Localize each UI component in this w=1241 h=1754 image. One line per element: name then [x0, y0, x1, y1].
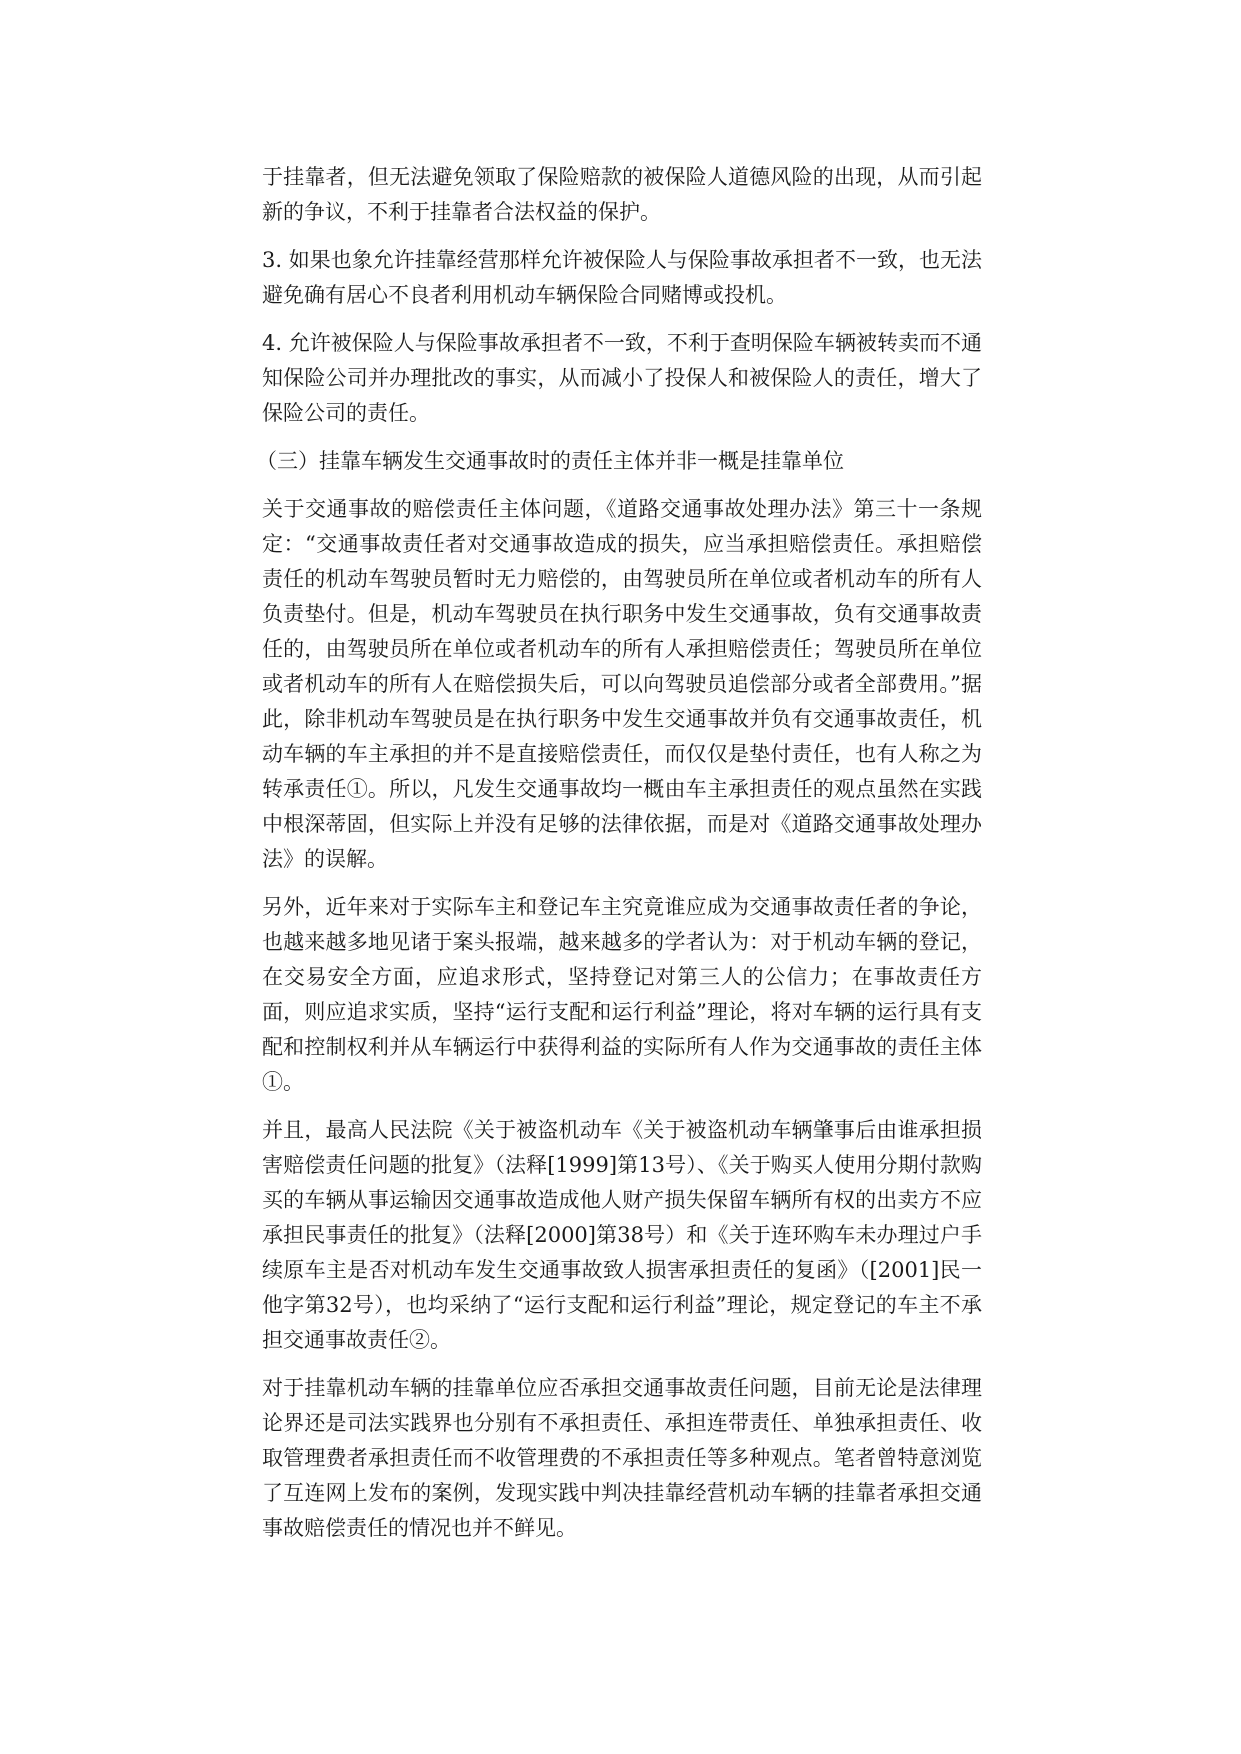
paragraph-item-4: 4. 允许被保险人与保险事故承担者不一致，不利于查明保险车辆被转卖而不通知保险公司并办理批改的事实，从而减小了投保人和被保险人的责任，增大了保险公司的责任。	[262, 331, 982, 425]
document-body	[256, 160, 982, 1559]
paragraph-registered-owner-debate: 另外，近年来对于实际车主和登记车主究竟谁应成为交通事故责任者的争论，也越来越多地见诸于案头报端，越来越多的学者认为：对于机动车辆的登记，在交易安全方面，应追求形式，坚持登记对第三人的公信力；在事故责任方面，则应追求实质，坚持“运行支配和运行利益”理论，将对车辆的运行具有支配和控制权利并从车辆运行中获得利益的实际所有人作为交通事故的责任主体①。	[262, 895, 982, 1094]
paragraph-continuation: 于挂靠者，但无法避免领取了保险赔款的被保险人道德风险的出现，从而引起新的争议，不利于挂靠者合法权益的保护。	[262, 165, 982, 224]
paragraph-supreme-court-rulings: 并且，最高人民法院《关于被盗机动车《关于被盗机动车辆肇事后由谁承担损害赔偿责任问题的批复》（法释[1999]第13号）、《关于购买人使用分期付款购买的车辆从事运输因交通事故造成他人财产损失保留车辆所有权的出卖方不应承担民事责任的批复》（法释[2000]第38号）和《关于连环购车未办理过户手续原车主是否对机动车发生交通事故致人损害承担责任的复函》（[2001]民一他字第32号），也均采纳了“运行支配和运行利益”理论，规定登记的车主不承担交通事故责任②。	[262, 1118, 982, 1352]
paragraph-item-3: 3. 如果也象允许挂靠经营那样允许被保险人与保险事故承担者不一致，也无法避免确有居心不良者利用机动车辆保险合同赌博或投机。	[262, 248, 982, 307]
paragraph-liability-subject: 关于交通事故的赔偿责任主体问题，《道路交通事故处理办法》第三十一条规定：“交通事故责任者对交通事故造成的损失，应当承担赔偿责任。承担赔偿责任的机动车驾驶员暂时无力赔偿的，由驾驶员所在单位或者机动车的所有人负责垫付。但是，机动车驾驶员在执行职务中发生交通事故，负有交通事故责任的，由驾驶员所在单位或者机动车的所有人承担赔偿责任；驾驶员所在单位或者机动车的所有人在赔偿损失后，可以向驾驶员追偿部分或者全部费用。”据此，除非机动车驾驶员是在执行职务中发生交通事故并负有交通事故责任，机动车辆的车主承担的并不是直接赔偿责任，而仅仅是垫付责任，也有人称之为转承责任①。所以，凡发生交通事故均一概由车主承担责任的观点虽然在实践中根深蒂固，但实际上并没有足够的法律依据，而是对《道路交通事故处理办法》的误解。	[262, 497, 982, 871]
paragraph-affiliated-unit-liability: 对于挂靠机动车辆的挂靠单位应否承担交通事故责任问题，目前无论是法律理论界还是司法实践界也分别有不承担责任、承担连带责任、单独承担责任、收取管理费者承担责任而不收管理费的不承担责任等多种观点。笔者曾特意浏览了互连网上发布的案例，发现实践中判决挂靠经营机动车辆的挂靠者承担交通事故赔偿责任的情况也并不鲜见。	[262, 1376, 982, 1540]
section-heading: （三）挂靠车辆发生交通事故时的责任主体并非一概是挂靠单位	[256, 449, 844, 473]
